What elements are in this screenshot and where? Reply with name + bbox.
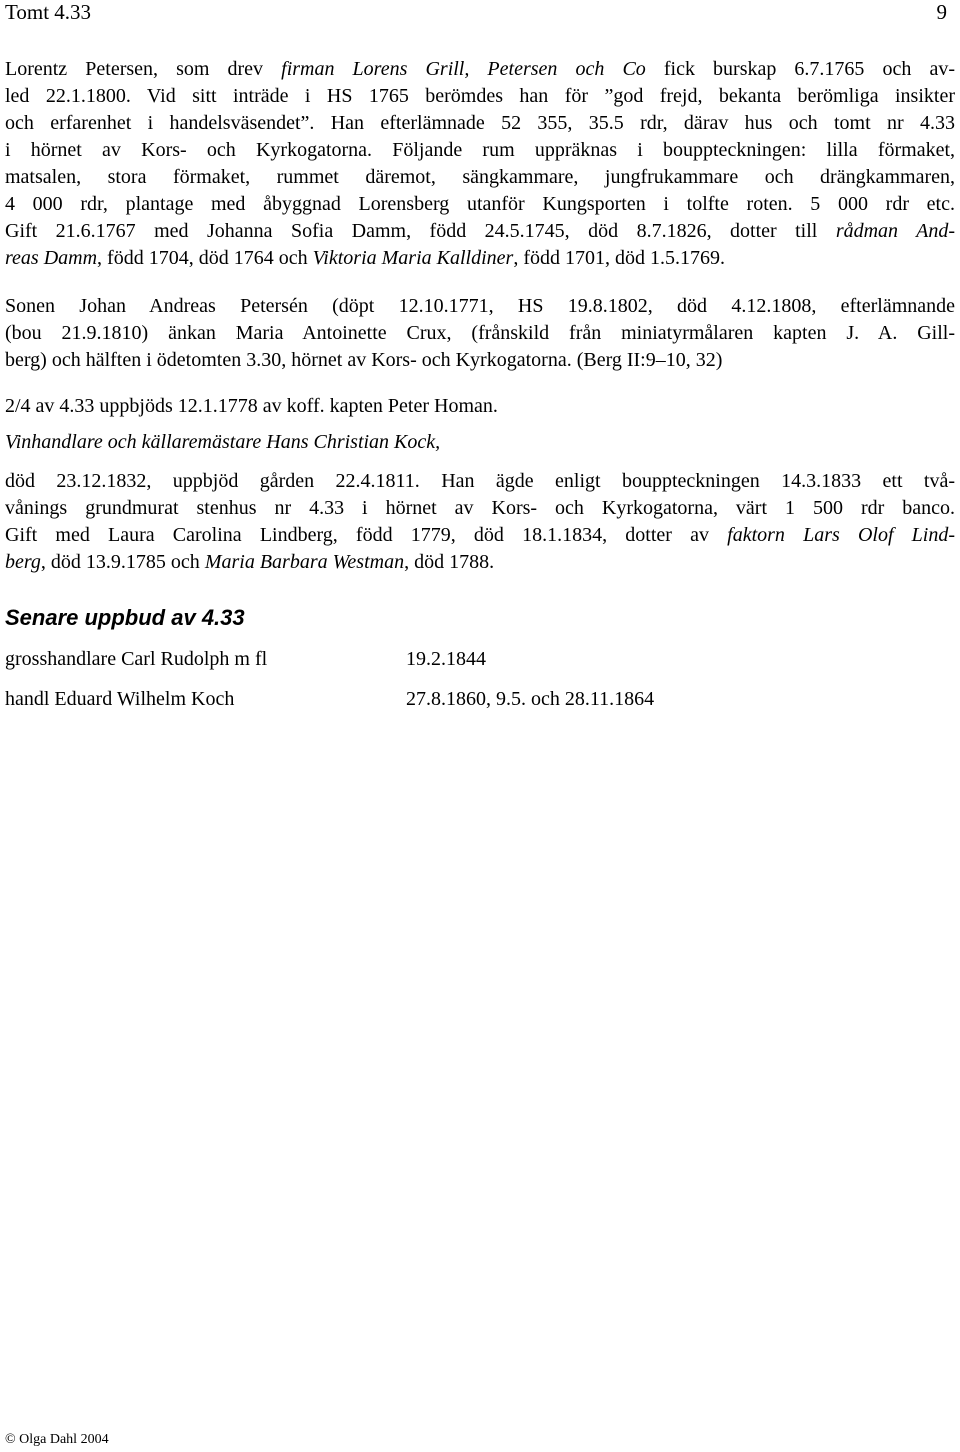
text-line (5, 110, 955, 136)
uppbud-row-date: 27.8.1860, 9.5. och 28.11.1864 (406, 688, 655, 710)
text-span: matsalen, stora förmaket, rummet däremot, sängkammare, jungfrukammare och drängkammaren, (5, 166, 955, 188)
uppbud-row-date: 19.2.1844 (406, 648, 486, 670)
text-span: och erfarenhet i handelsväsendet”. Han efterlämnade 52 355, 35.5 rdr, därav hus och tomt nr 4.33 (5, 112, 955, 134)
section-heading: Senare uppbud av 4.33 (5, 605, 245, 630)
text-line (5, 495, 955, 521)
text-line (5, 56, 955, 82)
text-line (5, 245, 955, 271)
text-line (5, 549, 955, 575)
paragraph-homan: 2/4 av 4.33 uppbjöds 12.1.1778 av koff. kapten Peter Homan. (5, 395, 498, 417)
italic-text: rådman And- (835, 220, 956, 242)
kock-heading-text: Vinhandlare och källaremästare Hans Christian Kock, (5, 431, 441, 453)
page-title: Tomt 4.33 (5, 0, 92, 24)
text-span: i hörnet av Kors- och Kyrkogatorna. Följande rum uppräknas i bouppteckningen: lilla förmaket, (5, 139, 955, 161)
text-span: (bou 21.9.1810) änkan Maria Antoinette Crux, (frånskild från miniatyrmålaren kapten J. A. Gill- (5, 322, 955, 344)
italic-text: Maria Barbara Westman (204, 551, 405, 573)
text-span: , död 13.9.1785 och (40, 551, 205, 573)
text-line (5, 83, 955, 109)
text-span: 4 000 rdr, plantage med åbyggnad Lorensberg utanför Kungsporten i tolfte roten. 5 000 rdr etc. (5, 193, 955, 215)
text-span: berg) och hälften i ödetomten 3.30, hörnet av Kors- och Kyrkogatorna. (Berg II:9–10, 32) (5, 349, 723, 371)
text-line (5, 468, 955, 494)
text-line (5, 293, 955, 319)
italic-text: faktorn Lars Olof Lind- (727, 524, 956, 546)
text-span: Gift med Laura Carolina Lindberg, född 1779, död 18.1.1834, dotter av (5, 524, 728, 546)
text-line (5, 191, 955, 217)
italic-text: berg (5, 551, 41, 573)
text-span: Sonen Johan Andreas Petersén (döpt 12.10.1771, HS 19.8.1802, död 4.12.1808, efterlämnande (5, 295, 955, 317)
copyright-footer: © Olga Dahl 2004 (5, 1432, 109, 1447)
paragraph-kock-heading (5, 429, 955, 455)
text-line (5, 137, 955, 163)
text-line (5, 320, 955, 346)
text-line (5, 522, 955, 548)
text-span: vånings grundmurat stenhus nr 4.33 i hörnet av Kors- och Kyrkogatorna, värt 1 500 rdr banco. (5, 497, 955, 519)
uppbud-row-name: grosshandlare Carl Rudolph m fl (5, 648, 268, 670)
text-span: , död 1788. (404, 551, 495, 573)
italic-text: firman Lorens Grill, Petersen och Co (281, 58, 646, 80)
text-span: död 23.12.1832, uppbjöd gården 22.4.1811. Han ägde enligt bouppteckningen 14.3.1833 ett två- (5, 470, 955, 492)
uppbud-row-name: handl Eduard Wilhelm Koch (5, 688, 235, 710)
text-span: Gift 21.6.1767 med Johanna Sofia Damm, född 24.5.1745, död 8.7.1826, dotter till (5, 220, 836, 242)
text-line (5, 218, 955, 244)
italic-text: reas Damm (5, 247, 98, 269)
text-span: , född 1701, död 1.5.1769. (513, 247, 725, 269)
text-line (5, 164, 955, 190)
text-span: Lorentz Petersen, som drev (5, 58, 282, 80)
page-header (5, 0, 955, 28)
text-line (5, 347, 955, 373)
text-span: led 22.1.1800. Vid sitt inträde i HS 1765 berömdes han för ”god frejd, bekanta berömliga insikter (5, 85, 955, 107)
italic-text: Viktoria Maria Kalldiner (312, 247, 514, 269)
text-span: , född 1704, död 1764 och (97, 247, 313, 269)
page-number: 9 (936, 0, 947, 24)
text-span: fick burskap 6.7.1765 och av- (645, 58, 955, 80)
